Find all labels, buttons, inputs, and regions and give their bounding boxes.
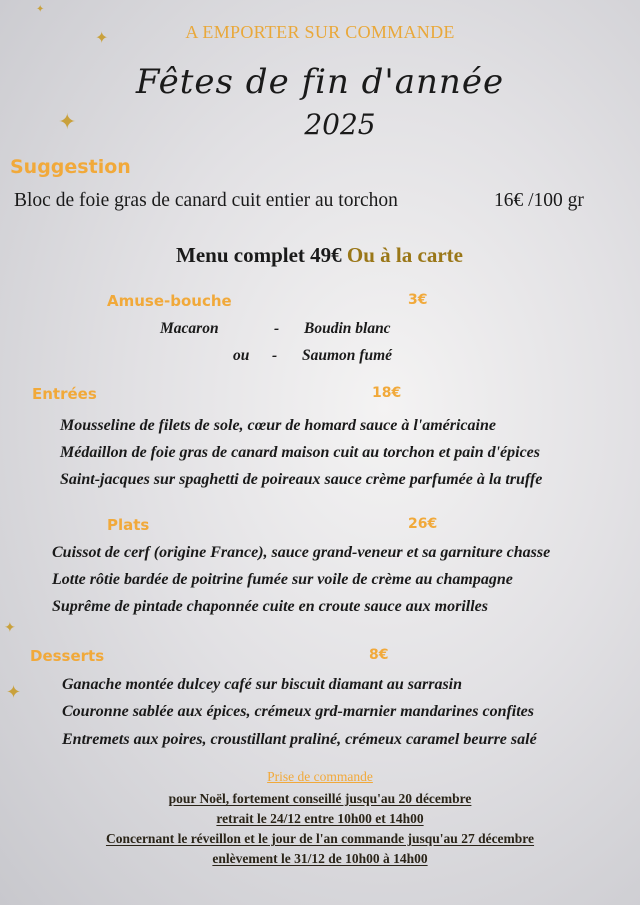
order-line <box>0 851 640 867</box>
menu-a-la-carte: Ou à la carte <box>346 243 463 267</box>
order-line-text: Concernant le réveillon et le jour de l'an commande jusqu'au 27 décembre <box>105 831 535 846</box>
menu-line <box>176 243 463 268</box>
order-heading-text: Prise de commande <box>267 769 373 784</box>
entree-item: Médaillon de foie gras de canard maison cuit au torchon et pain d'épices <box>60 444 541 461</box>
sparkle-icon: ✦ <box>58 110 77 135</box>
menu-full-price: Menu complet 49€ <box>176 243 342 267</box>
order-heading <box>0 769 640 785</box>
entrees-price: 18€ <box>372 385 402 401</box>
sparkle-icon: ✦ <box>4 620 16 636</box>
sparkle-icon: ✦ <box>95 28 109 47</box>
amuse-dash: - <box>272 347 278 364</box>
amuse-dash: - <box>274 320 280 337</box>
order-line <box>0 791 640 807</box>
dessert-item: Entremets aux poires, croustillant praliné, crémeux caramel beurre salé <box>62 731 537 748</box>
amuse-item-boudin: Boudin blanc <box>304 320 391 337</box>
amuse-heading: Amuse-bouche <box>107 292 232 310</box>
suggestion-text: Bloc de foie gras de canard cuit entier au torchon <box>14 190 398 211</box>
takeaway-banner: A EMPORTER SUR COMMANDE <box>185 22 455 42</box>
plat-item: Cuissot de cerf (origine France), sauce grand-veneur et sa garniture chasse <box>52 544 551 561</box>
order-line <box>0 811 640 827</box>
order-line-text: retrait le 24/12 entre 10h00 et 14h00 <box>216 811 424 826</box>
amuse-price: 3€ <box>408 292 428 308</box>
page-title: Fêtes de fin d'année <box>135 62 505 102</box>
sparkle-icon: ✦ <box>36 4 45 15</box>
plat-item: Lotte rôtie bardée de poitrine fumée sur voile de crème au champagne <box>52 571 513 588</box>
order-line-text: pour Noël, fortement conseillé jusqu'au 20 décembre <box>168 791 472 806</box>
order-line <box>0 831 640 847</box>
plat-item: Suprême de pintade chaponnée cuite en croute sauce aux morilles <box>52 598 488 615</box>
amuse-item-macaron: Macaron <box>160 320 219 337</box>
dessert-item: Ganache montée dulcey café sur biscuit diamant au sarrasin <box>62 676 463 693</box>
amuse-item-saumon: Saumon fumé <box>302 347 393 364</box>
dessert-item: Couronne sablée aux épices, crémeux grd-marnier mandarines confites <box>62 703 535 720</box>
entree-item: Saint-jacques sur spaghetti de poireaux sauce crème parfumée à la truffe <box>60 471 543 488</box>
order-line-text: enlèvement le 31/12 de 10h00 à 14h00 <box>212 851 428 866</box>
suggestion-heading: Suggestion <box>10 156 131 178</box>
entrees-heading: Entrées <box>32 385 97 403</box>
entree-item: Mousseline de filets de sole, cœur de homard sauce à l'américaine <box>60 417 496 434</box>
sparkle-icon: ✦ <box>6 682 22 703</box>
plats-price: 26€ <box>408 516 438 532</box>
plats-heading: Plats <box>107 516 150 534</box>
year-title: 2025 <box>304 108 376 141</box>
desserts-price: 8€ <box>369 647 389 663</box>
amuse-or: ou <box>233 347 250 364</box>
suggestion-price: 16€ /100 gr <box>494 190 584 211</box>
desserts-heading: Desserts <box>30 647 105 665</box>
